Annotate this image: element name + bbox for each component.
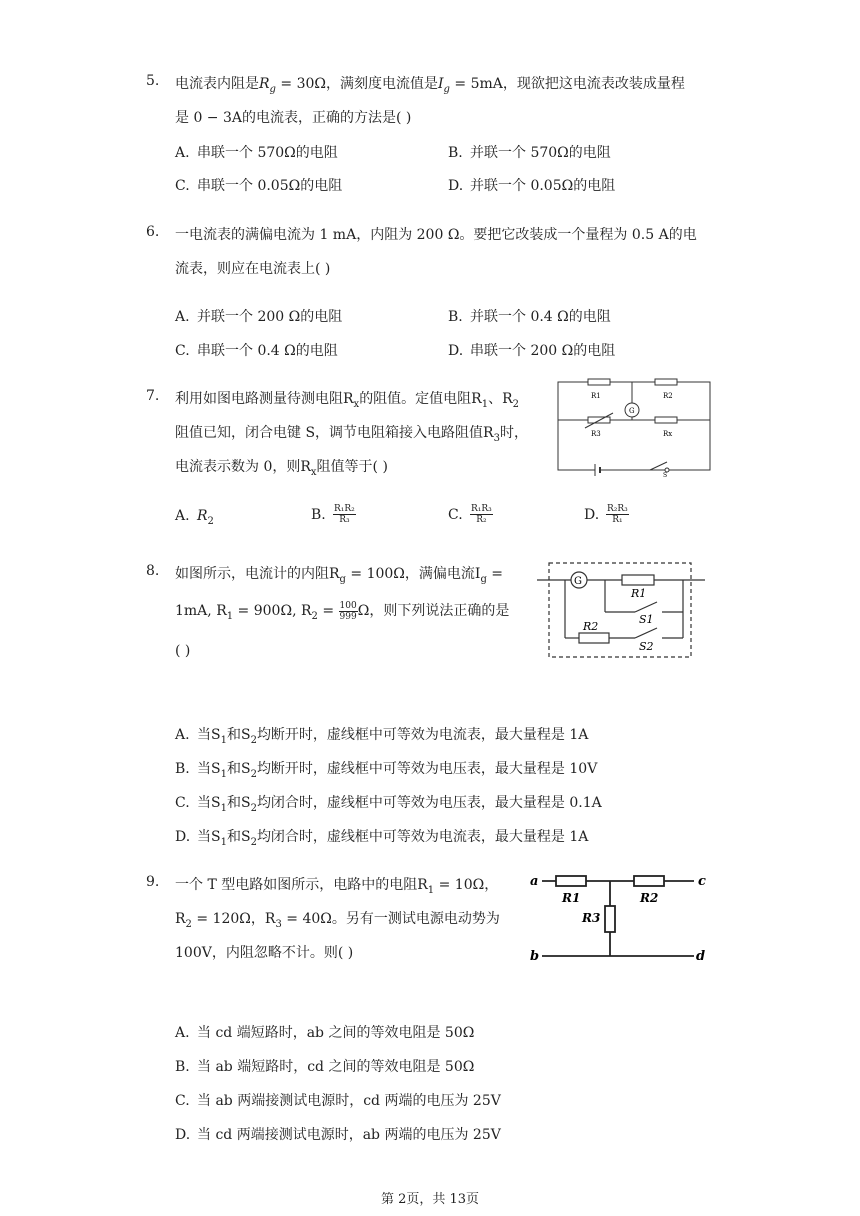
option-c[interactable]: C. $\frac{\text{R₁R₃}}{\text{R₂}}$: [448, 504, 492, 525]
r2-label: R2: [583, 620, 599, 633]
option-d[interactable]: D. 串联一个 200 Ω的电阻: [448, 343, 616, 359]
option-c[interactable]: C. 当 ab 两端接测试电源时，cd 两端的电压为 25V: [175, 1093, 501, 1109]
question-number: 9.: [146, 874, 160, 890]
galvanometer-label: G: [574, 576, 582, 587]
r1-label: R1: [562, 891, 581, 905]
option-c[interactable]: C. 串联一个 0.05Ω的电阻: [175, 178, 343, 194]
terminal-a-label: a: [530, 874, 539, 889]
question-stem-line: 一电流表的满偏电流为 1 mA，内阻为 200 Ω。要把它改装成一个量程为 0.5 A的电: [175, 227, 697, 243]
question-stem-line: $R_2 = 120\Omega$，$R_3 = 40\Omega$。另有一测试电源电动势为: [175, 911, 500, 930]
option-a[interactable]: A. $R_2$: [175, 508, 214, 527]
galvanometer-label: G: [629, 407, 635, 415]
option-b[interactable]: B. 并联一个 0.4 Ω的电阻: [448, 309, 611, 325]
option-d[interactable]: D. 当$S_1$和$S_2$均闭合时，虚线框中可等效为电流表，最大量程是 1A: [175, 829, 589, 848]
rx-label: Rx: [663, 430, 673, 438]
option-d[interactable]: D. 当 cd 两端接测试电源时，ab 两端的电压为 25V: [175, 1127, 501, 1143]
question-stem-line: 是 0 − 3A的电流表，正确的方法是( ): [175, 110, 412, 126]
question-stem-line: 利用如图电路测量待测电阻$R_x$的阻值。定值电阻$R_1$、$R_2$: [175, 391, 520, 410]
question-stem-line: 阻值已知，闭合电键 S，调节电阻箱接入电路阻值$R_3$时，: [175, 425, 528, 444]
question-stem-line: 电流表内阻是$R_g = 30\Omega$，满刻度电流值是$I_g = 5mA$，现欲把这电流表改装成量程: [175, 76, 685, 95]
option-a[interactable]: A. 串联一个 570Ω的电阻: [175, 145, 338, 161]
r2-label: R2: [663, 392, 673, 400]
question-number: 6.: [146, 224, 160, 240]
question-stem-line: 100V，内阻忽略不计。则( ): [175, 945, 354, 961]
option-d[interactable]: D. $\frac{\text{R₂R₃}}{\text{R₁}}$: [584, 504, 628, 525]
r1-label: R1: [631, 587, 647, 600]
r1-label: R1: [591, 392, 601, 400]
option-d[interactable]: D. 并联一个 0.05Ω的电阻: [448, 178, 616, 194]
question-stem-line: 1mA, $R_1 = 900\Omega$, $R_2$ = $\frac{100}{999}$ Ω，则下列说法正确的是: [175, 600, 510, 622]
option-b[interactable]: B. 当 ab 端短路时，cd 之间的等效电阻是 50Ω: [175, 1059, 475, 1075]
question-stem-line: 流表，则应在电流表上( ): [175, 261, 331, 277]
option-c[interactable]: C. 当$S_1$和$S_2$均闭合时，虚线框中可等效为电压表，最大量程是 0.1A: [175, 795, 602, 814]
question-stem-line: ( ): [175, 643, 191, 659]
option-a[interactable]: A. 并联一个 200 Ω的电阻: [175, 309, 343, 325]
option-b[interactable]: B. 并联一个 570Ω的电阻: [448, 145, 611, 161]
option-b[interactable]: B. 当$S_1$和$S_2$均断开时，虚线框中可等效为电压表，最大量程是 10V: [175, 761, 598, 780]
s2-label: S2: [639, 640, 654, 653]
terminal-c-label: c: [698, 874, 706, 889]
s1-label: S1: [639, 613, 654, 626]
question-stem-line: 一个 T 型电路如图所示，电路中的电阻$R_1 = 10\Omega$，: [175, 877, 499, 896]
r2-label: R2: [640, 891, 659, 905]
question-stem-line: 电流表示数为 0，则$R_x$阻值等于( ): [175, 459, 388, 478]
r3-label: R3: [591, 430, 601, 438]
question-number: 5.: [146, 73, 160, 89]
r3-label: R3: [582, 911, 601, 925]
page-footer: 第 2页，共 13页: [380, 1192, 480, 1207]
option-c[interactable]: C. 串联一个 0.4 Ω的电阻: [175, 343, 338, 359]
switch-label: S: [663, 472, 668, 478]
question-number: 8.: [146, 563, 160, 579]
meter-conversion-circuit-figure: [535, 560, 710, 660]
option-a[interactable]: A. 当 cd 端短路时，ab 之间的等效电阻是 50Ω: [175, 1025, 475, 1041]
t-circuit-figure: [526, 866, 711, 966]
option-b[interactable]: B. $\frac{\text{R₁R₂}}{\text{R₃}}$: [311, 504, 355, 525]
option-a[interactable]: A. 当$S_1$和$S_2$均断开时，虚线框中可等效为电流表，最大量程是 1A: [175, 727, 589, 746]
bridge-circuit-figure: [555, 378, 715, 478]
question-number: 7.: [146, 388, 160, 404]
terminal-b-label: b: [530, 949, 540, 964]
terminal-d-label: d: [696, 949, 706, 964]
question-stem-line: 如图所示，电流计的内阻$R_g = 100\Omega$，满偏电流$I_g$ =: [175, 566, 504, 585]
